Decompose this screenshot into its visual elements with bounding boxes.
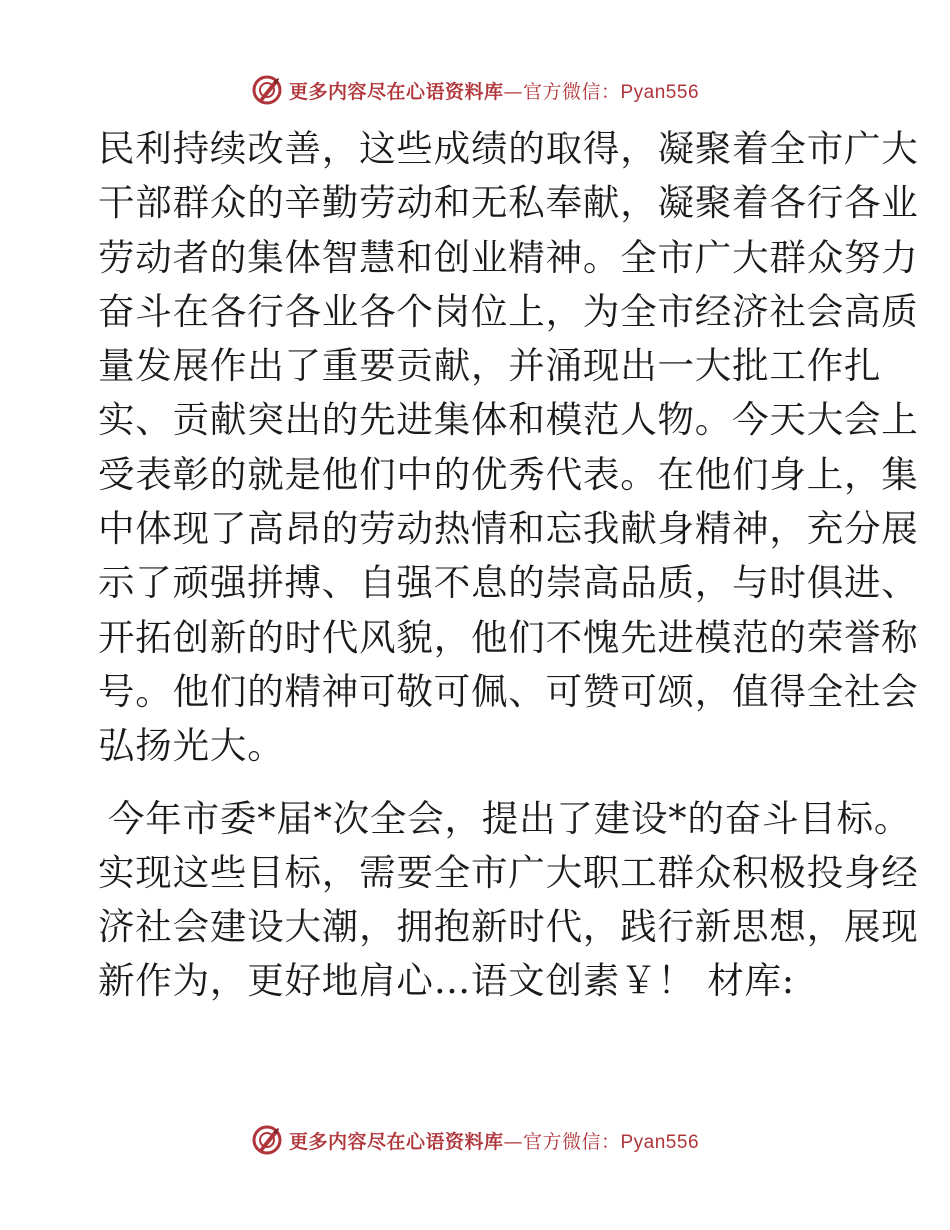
text-line: 实现这些目标，需要全市广大职工群众积极投身经 xyxy=(98,850,919,894)
paragraph-1 xyxy=(98,122,919,774)
text-line: 实、贡献突出的先进集体和模范人物。今天大会上 xyxy=(98,398,919,442)
banner-text xyxy=(289,1127,699,1154)
header-banner xyxy=(0,70,950,110)
footer-banner xyxy=(0,1120,950,1160)
text-line: 今年市委*届*次全会，提出了建设*的奋斗目标。 xyxy=(108,796,912,840)
logo-icon xyxy=(251,1124,283,1156)
text-line: 示了顽强拼搏、自强不息的崇高品质，与时俱进、 xyxy=(98,561,919,605)
text-line: 干部群众的辛勤劳动和无私奉献，凝聚着各行各业 xyxy=(98,181,919,225)
banner-dash: — xyxy=(503,1130,523,1153)
logo-icon xyxy=(251,74,283,106)
text-line: 新作为，更好地肩心…语文创素￥！ 材库: xyxy=(98,959,795,1003)
banner-wechat-id: Pyan556 xyxy=(620,1131,700,1153)
text-line: 量发展作出了重要贡献，并涌现出一大批工作扎 xyxy=(98,344,882,388)
document-body xyxy=(98,122,919,1009)
text-line: 中体现了高昂的劳动热情和忘我献身精神，充分展 xyxy=(98,507,919,551)
text-line: 弘扬光大。 xyxy=(98,724,285,768)
banner-wechat-id: Pyan556 xyxy=(620,81,700,103)
text-line: 奋斗在各行各业各个岗位上，为全市经济社会高质 xyxy=(98,289,919,333)
banner-text xyxy=(289,77,699,104)
banner-wechat-label: 官方微信： xyxy=(522,80,621,103)
banner-wechat-label: 官方微信： xyxy=(522,1130,621,1153)
paragraph-2 xyxy=(98,792,919,1009)
text-line: 号。他们的精神可敬可佩、可赞可颂，值得全社会 xyxy=(98,669,919,713)
banner-site-name: 更多内容尽在心语资料库 xyxy=(288,80,504,103)
text-line: 济社会建设大潮，拥抱新时代，践行新思想，展现 xyxy=(98,905,919,949)
text-line: 受表彰的就是他们中的优秀代表。在他们身上，集 xyxy=(98,452,919,496)
banner-site-name: 更多内容尽在心语资料库 xyxy=(288,1130,504,1153)
text-line: 劳动者的集体智慧和创业精神。全市广大群众努力 xyxy=(98,235,919,279)
banner-dash: — xyxy=(503,80,523,103)
text-line: 开拓创新的时代风貌，他们不愧先进模范的荣誉称 xyxy=(98,615,919,659)
text-line: 民利持续改善，这些成绩的取得，凝聚着全市广大 xyxy=(98,127,919,170)
